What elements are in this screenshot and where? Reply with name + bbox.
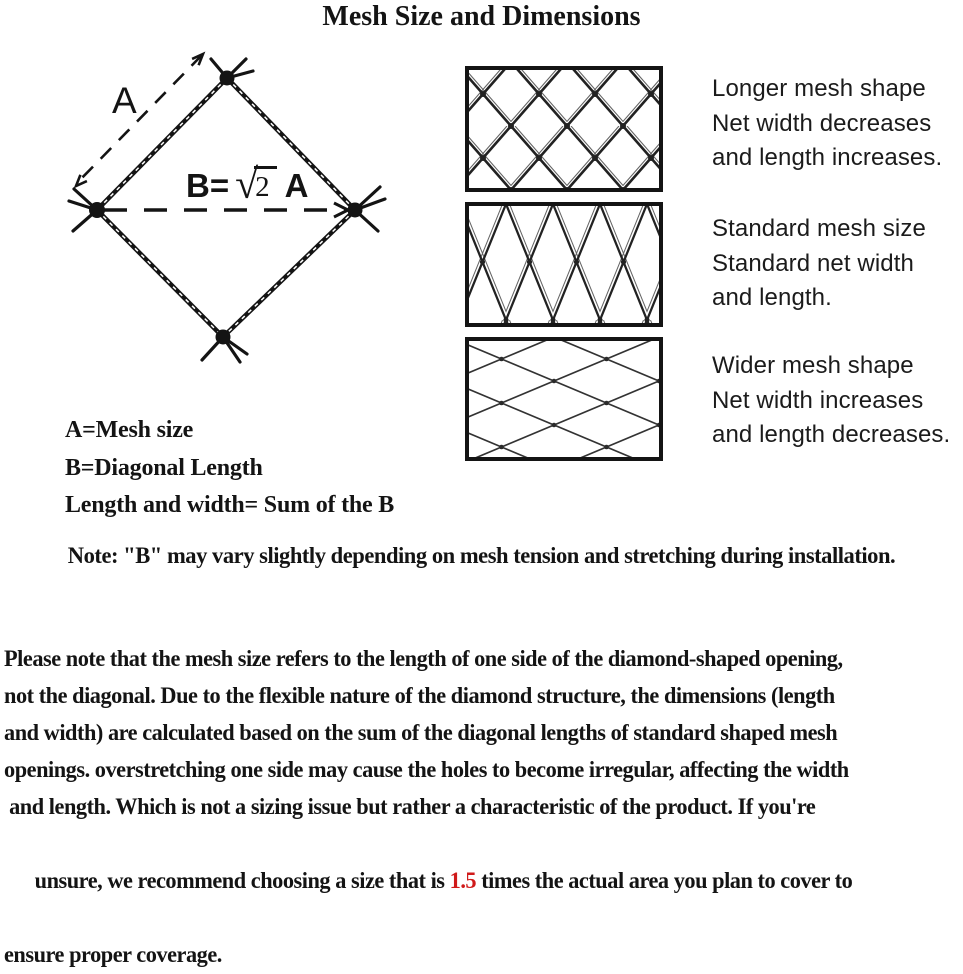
page-title: Mesh Size and Dimensions xyxy=(322,1,641,32)
caption-line: Standard net width xyxy=(712,249,914,277)
legend-line-a: A=Mesh size xyxy=(65,417,194,443)
highlight-before-text: unsure, we recommend choosing a size that is xyxy=(34,868,450,894)
paragraph-line: and length. Which is not a sizing issue but rather a characteristic of the product. If you're xyxy=(4,794,816,820)
paragraph-line: not the diagonal. Due to the flexible nature of the diamond structure, the dimensions (length xyxy=(4,683,835,709)
standard-mesh-image xyxy=(465,202,663,327)
description-paragraph xyxy=(4,641,963,974)
formula-suffix: A xyxy=(284,167,309,204)
paragraph-line: Please note that the mesh size refers to the length of one side of the diamond-shaped opening, xyxy=(4,646,843,672)
caption-line: and length. xyxy=(712,284,832,311)
legend-line-sum: Length and width= Sum of the B xyxy=(65,492,395,518)
formula-prefix: B= xyxy=(186,167,230,204)
diagonal-formula xyxy=(186,162,309,208)
diamond-mesh-medium-icon xyxy=(469,70,659,188)
paragraph-line: openings. overstretching one side may cause the holes to become irregular, affecting the width xyxy=(4,757,849,783)
highlight-after-text: times the actual area you plan to cover to xyxy=(476,868,853,894)
caption-line: Wider mesh shape xyxy=(712,352,914,379)
formula-radicand: 2 xyxy=(254,166,277,205)
caption-line: and length increases. xyxy=(712,144,943,171)
longer-mesh-image xyxy=(465,66,663,192)
paragraph-line: ensure proper coverage. xyxy=(4,942,222,968)
diamond-mesh-wide-flat-icon xyxy=(469,341,659,457)
caption-line: and length decreases. xyxy=(712,421,951,448)
paragraph-line: and width) are calculated based on the sum of the diagonal lengths of standard shaped mesh xyxy=(4,720,838,746)
caption-wider-mesh xyxy=(712,349,957,453)
caption-line: Longer mesh shape xyxy=(712,75,926,102)
mesh-side-label: A xyxy=(112,80,137,121)
caption-longer-mesh xyxy=(712,72,957,176)
diamond-mesh-tall-icon xyxy=(469,206,659,323)
caption-line: Net width increases xyxy=(712,386,924,414)
wider-mesh-image xyxy=(465,337,663,461)
note-line: Note: "B" may vary slightly depending on mesh tension and stretching during installation. xyxy=(67,543,896,569)
mesh-diamond-diagram xyxy=(40,40,420,400)
legend-line-b: B=Diagonal Length xyxy=(65,454,263,481)
diamond-net-drawing-icon xyxy=(40,40,420,400)
sqrt-symbol: √ xyxy=(235,162,259,208)
paragraph-line-highlight xyxy=(4,826,915,937)
highlight-value: 1.5 xyxy=(449,868,477,894)
caption-standard-mesh xyxy=(712,212,957,316)
caption-line: Standard mesh size xyxy=(712,215,926,242)
caption-line: Net width decreases xyxy=(712,109,932,137)
diagram-legend xyxy=(65,412,394,525)
